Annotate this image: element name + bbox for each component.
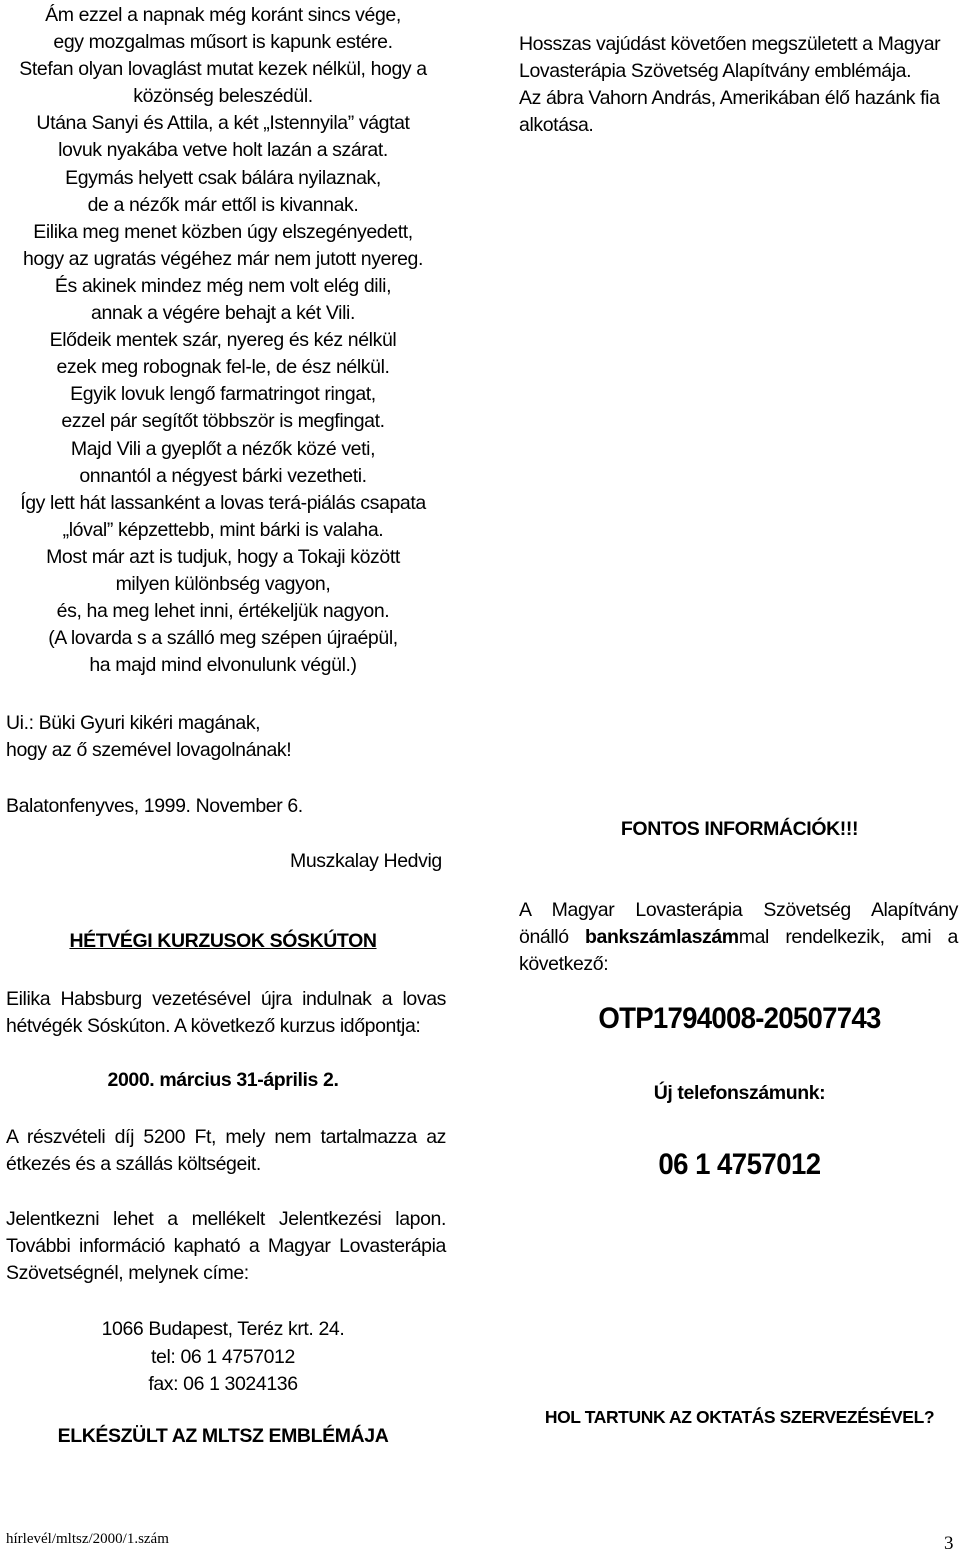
bank-account-label: bankszámlaszám [585,926,739,948]
dateline: Balatonfenyves, 1999. November 6. [6,795,303,817]
poem-line: ha majd mind elvonulunk végül.) [89,654,357,677]
poem-line: (A lovarda s a szálló meg szépen újraépül, [48,627,398,650]
weekend-intro-line: Eilika Habsburg vezetésével újra indulnak a lovas [6,988,446,1010]
page-number: 3 [944,1533,954,1554]
emblem-caption-line: alkotása. [519,114,594,136]
poem-line: Egymás helyett csak bálára nyilaznak, [65,166,381,189]
poem-line: hogy az ugratás végéhez már nem jutott nyereg. [22,247,423,270]
emblem-caption [519,31,960,139]
emblem-caption-line: Az ábra Vahorn András, Amerikában élő hazánk fia [519,87,940,109]
apply-line: További információ kapható a Magyar Lovasterápia [6,1235,446,1257]
bank-info-line: következő: [519,953,609,975]
address-block [0,1316,446,1399]
poem-line: annak a végére behajt a két Vili. [91,302,355,325]
bank-info-paragraph [519,897,958,978]
poem-line: lovuk nyakába vetve holt lazán a szárat. [58,139,388,162]
apply-line: Szövetségnél, melynek címe: [6,1262,249,1284]
fee-line: A részvételi díj 5200 Ft, mely nem tartalmazza az [6,1126,446,1148]
poem-line: Eilika meg menet közben úgy elszegényedett, [33,220,413,243]
bank-info-line: A Magyar Lovasterápia Szövetség Alapítvány [519,899,958,921]
emblem-caption-line: Lovasterápia Szövetség Alapítvány emblémája. [519,60,912,82]
poem-line: Most már azt is tudjuk, hogy a Tokaji között [46,545,400,568]
weekend-intro-line: hétvégék Sóskúton. A következő kurzus időpontja: [6,1015,421,1037]
poem-line: Egyik lovuk lengő farmatringot ringat, [70,383,376,406]
new-phone-heading: Új telefonszámunk: [653,1082,826,1104]
phone-number: 06 1 4757012 [658,1148,821,1181]
poem [0,2,446,679]
apply-paragraph [6,1206,446,1287]
fee-paragraph [6,1124,446,1178]
bank-account-number: OTP1794008-20507743 [598,1002,881,1035]
poem-line: ezek meg robognak fel-le, de ész nélkül. [56,356,390,379]
postscript-line: Ui.: Büki Gyuri kikéri magának, [6,712,261,734]
education-heading: HOL TARTUNK AZ OKTATÁS SZERVEZÉSÉVEL? [544,1407,935,1427]
poem-line: Elődeik mentek szár, nyereg és kéz nélkül [49,329,397,352]
issue-footer: hírlevél/mltsz/2000/1.szám [6,1531,169,1547]
poem-line: ezzel pár segítőt többször is megfingat. [61,410,385,433]
author-signature: Muszkalay Hedvig [290,850,442,872]
bank-info-text: mal rendelkezik, ami a [738,926,958,948]
poem-line: milyen különbség vagyon, [115,572,331,595]
emblem-heading: ELKÉSZÜLT AZ MLTSZ EMBLÉMÁJA [57,1425,389,1447]
poem-line: „lóval” képzettebb, mint bárki is valaha. [62,518,384,541]
poem-line: És akinek mindez még nem volt elég dili, [54,274,392,297]
poem-line: közönség beleszédül. [133,85,313,108]
poem-line: Majd Vili a gyeplőt a nézők közé veti, [70,437,376,460]
poem-line: Ám ezzel a napnak még koránt sincs vége, [45,4,401,26]
address: 1066 Budapest, Teréz krt. 24. [101,1318,345,1340]
fee-line: étkezés és a szállás költségeit. [6,1153,261,1175]
postscript-line: hogy az ő szemével lovagolnának! [6,739,292,761]
bank-info-text: önálló [519,926,586,948]
poem-line: egy mozgalmas műsort is kapunk estére. [53,31,393,54]
bank-info-line [519,924,958,951]
weekend-intro [6,986,446,1040]
important-info-heading: FONTOS INFORMÁCIÓK!!! [620,818,859,840]
apply-line: Jelentkezni lehet a mellékelt Jelentkezési lapon. [6,1208,446,1230]
poem-line: Utána Sanyi és Attila, a két „Istennyila” vágtat [36,112,410,135]
poem-line: Stefan olyan lovaglást mutat kezek nélkül, hogy a [19,58,427,81]
poem-line: de a nézők már ettől is kivannak. [87,193,359,216]
fax: fax: 06 1 3024136 [148,1373,298,1395]
course-date: 2000. március 31-április 2. [107,1069,339,1091]
postscript [6,710,291,764]
poem-line: Így lett hát lassanként a lovas terá-piálás csapata [20,491,426,514]
telephone: tel: 06 1 4757012 [151,1345,295,1368]
poem-line: onnantól a négyest bárki vezetheti. [79,464,367,487]
weekend-course-heading: HÉTVÉGI KURZUSOK SÓSKÚTON [69,930,377,952]
poem-line: és, ha meg lehet inni, értékeljük nagyon. [56,600,390,623]
emblem-caption-line: Hosszas vajúdást követően megszületett a Magyar [519,33,941,55]
